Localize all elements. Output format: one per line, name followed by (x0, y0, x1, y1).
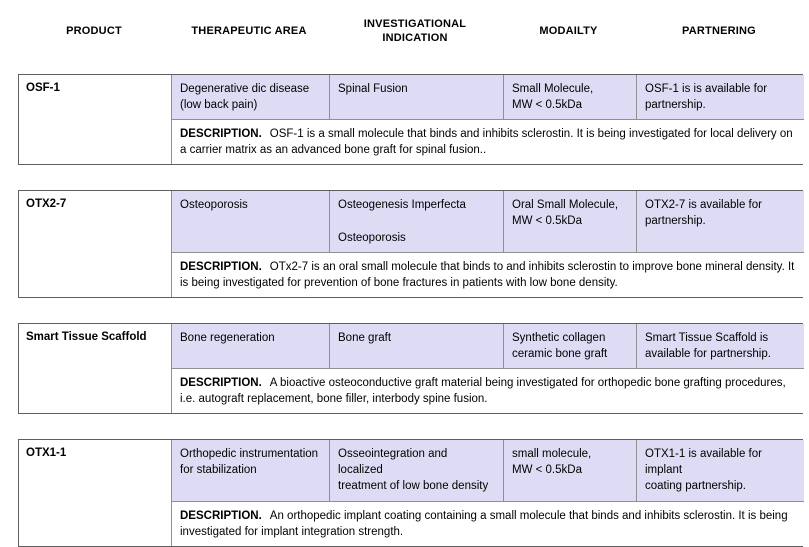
description-label: DESCRIPTION. (180, 128, 262, 141)
therapeutic-area-cell: Degenerative dic disease (low back pain) (171, 75, 329, 119)
therapeutic-area-cell: Orthopedic instrumentation for stabilization (171, 440, 329, 500)
description-label: DESCRIPTION. (180, 509, 262, 522)
description-label: DESCRIPTION. (180, 260, 262, 273)
indication-cell: Osseointegration and localized treatment of low bone density (329, 440, 503, 500)
column-header-investigational-indication: INVESTIGATIONAL INDICATION (363, 17, 467, 44)
product-table-body (18, 74, 803, 547)
description-cell (171, 501, 804, 546)
indication-cell: Spinal Fusion (329, 75, 503, 119)
modality-cell: Oral Small Molecule, MW < 0.5kDa (503, 191, 636, 251)
product-name-cell: OTX1-1 (19, 440, 171, 545)
product-row (18, 74, 803, 165)
modality-cell: Small Molecule, MW < 0.5kDa (503, 75, 636, 119)
description-text: OTx2-7 is an oral small molecule that binds to and inhibits sclerostin to improve bone mineral density. It is being investigated for prevention of bone fractures in patients with low bone density. (180, 260, 795, 289)
modality-cell: small molecule, MW < 0.5kDa (503, 440, 636, 500)
column-header-modality: MODAILTY (539, 24, 598, 37)
column-header-therapeutic-area: THERAPEUTIC AREA (191, 24, 307, 37)
description-text: An orthopedic implant coating containing a small molecule that binds and inhibits sclerostin. It is being investigated for implant integration strength. (180, 509, 788, 538)
description-cell (171, 119, 804, 164)
table-header (18, 14, 803, 48)
product-row (18, 323, 803, 414)
column-header-product: PRODUCT (66, 24, 122, 37)
partnering-cell: OTX2-7 is available for partnership. (636, 191, 804, 251)
description-label: DESCRIPTION. (180, 377, 262, 390)
product-name-cell: OSF-1 (19, 75, 171, 164)
partnering-cell: OSF-1 is is available for partnership. (636, 75, 804, 119)
product-row (18, 439, 803, 546)
indication-cell: Bone graft (329, 324, 503, 368)
partnering-cell: Smart Tissue Scaffold is available for partnership. (636, 324, 804, 368)
therapeutic-area-cell: Bone regeneration (171, 324, 329, 368)
description-text: OSF-1 is a small molecule that binds and inhibits sclerostin. It is being investigated for local delivery on a carrier matrix as an advanced bone graft for spinal fusion.. (180, 128, 793, 157)
product-row (18, 190, 803, 297)
therapeutic-area-cell: Osteoporosis (171, 191, 329, 251)
description-cell (171, 368, 804, 413)
indication-cell: Osteogenesis Imperfecta Osteoporosis (329, 191, 503, 251)
description-text: A bioactive osteoconductive graft material being investigated for orthopedic bone grafting procedures, i.e. autograft replacement, bone filler, interbody spine fusion. (180, 377, 786, 406)
description-cell (171, 252, 804, 297)
partnering-cell: OTX1-1 is available for implant coating partnership. (636, 440, 804, 500)
modality-cell: Synthetic collagen ceramic bone graft (503, 324, 636, 368)
product-name-cell: OTX2-7 (19, 191, 171, 296)
column-header-partnering: PARTNERING (682, 24, 756, 37)
product-name-cell: Smart Tissue Scaffold (19, 324, 171, 413)
